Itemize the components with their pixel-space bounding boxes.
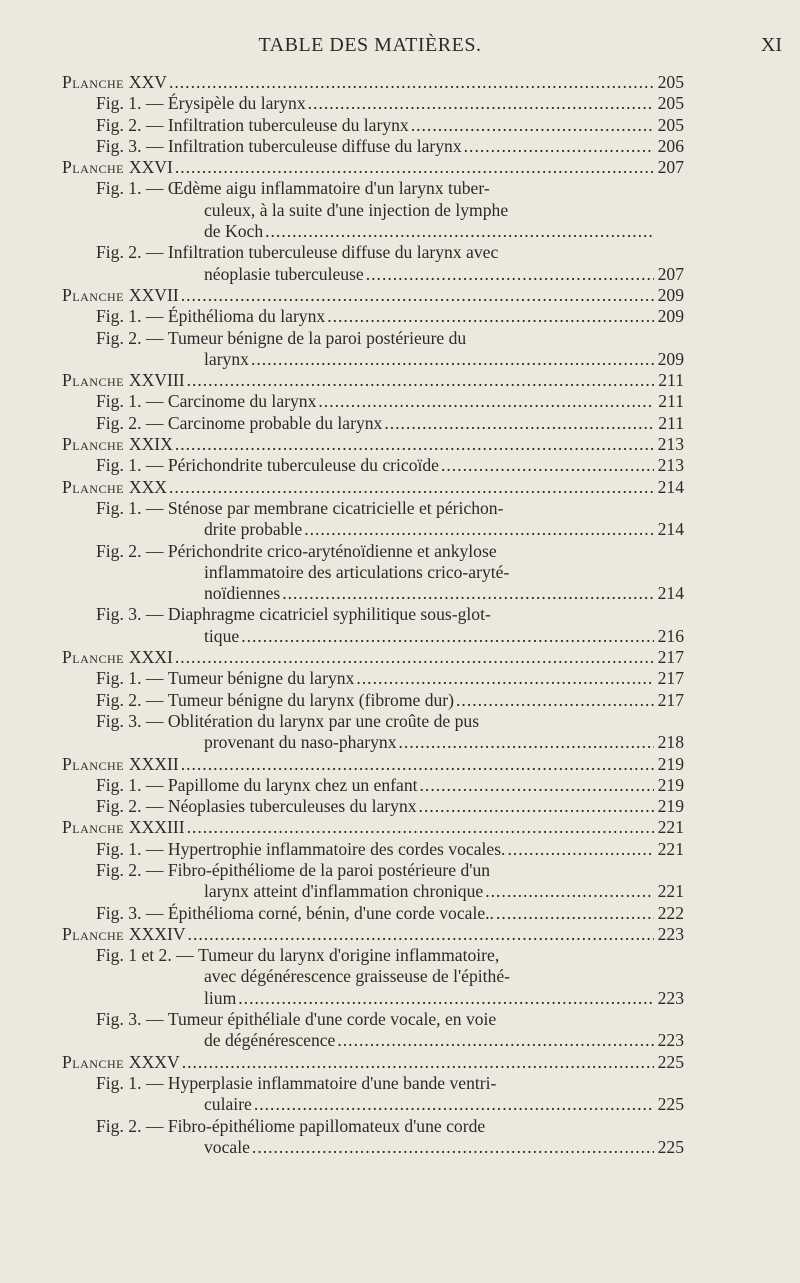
- figure-label: Fig. 1. —: [96, 178, 168, 199]
- dot-leader: [411, 115, 654, 136]
- entry-text: Tumeur bénigne de la paroi postérieure du: [167, 327, 467, 348]
- page-header: [0, 34, 800, 62]
- entry-page-number: 217: [657, 668, 684, 689]
- toc-figure-entry: [62, 903, 684, 924]
- entry-page-number: 211: [658, 391, 684, 412]
- entry-text: Tumeur du larynx d'origine inflammatoire,: [198, 945, 500, 966]
- entry-text: Hyperplasie inflammatoire d'une bande ventri-: [167, 1072, 497, 1093]
- toc-continuation-line: [62, 626, 684, 647]
- toc-planche-entry: [62, 817, 684, 838]
- entry-text: lium: [204, 987, 237, 1008]
- entry-text: drite probable: [204, 519, 303, 540]
- entry-page-number: 218: [657, 732, 684, 753]
- entry-page-number: 217: [657, 689, 684, 710]
- toc-continuation-line: [62, 732, 684, 753]
- entry-text: culeux, à la suite d'une injection de lymphe: [204, 199, 509, 220]
- toc-figure-entry: [62, 1009, 684, 1030]
- entry-page-number: 205: [657, 114, 684, 135]
- entry-text: XXV: [128, 72, 167, 92]
- figure-label: Fig. 1. —: [96, 455, 168, 476]
- toc-continuation-line: [62, 988, 684, 1009]
- toc-figure-entry: [62, 328, 684, 349]
- dot-leader: [238, 988, 654, 1009]
- dot-leader: [327, 306, 654, 327]
- toc-continuation-line: [62, 200, 684, 221]
- entry-text: Érysipèle du larynx: [167, 93, 306, 114]
- entry-text: Épithélioma du larynx: [167, 306, 326, 327]
- planche-label: Planche: [62, 370, 129, 391]
- entry-page-number: 223: [657, 923, 684, 944]
- entry-text: XXX: [128, 476, 167, 497]
- figure-label: Fig. 3. —: [96, 604, 168, 625]
- planche-label: Planche: [62, 72, 129, 92]
- toc-figure-entry: [62, 775, 684, 796]
- entry-text: Hypertrophie inflammatoire des cordes vocales.: [167, 838, 506, 859]
- figure-label: Fig. 3. —: [96, 902, 168, 923]
- entry-page-number: 223: [657, 1030, 684, 1051]
- dot-leader: [251, 349, 654, 370]
- figure-label: Fig. 1. —: [96, 1072, 168, 1093]
- entry-page-number: 213: [657, 455, 684, 476]
- dot-leader: [254, 1094, 654, 1115]
- planche-label: Planche: [62, 1051, 129, 1072]
- entry-text: Carcinome du larynx: [167, 391, 317, 412]
- entry-text: Périchondrite crico-aryténoïdienne et ankylose: [167, 540, 497, 561]
- dot-leader: [175, 434, 654, 455]
- figure-label: Fig. 2. —: [96, 412, 168, 433]
- dot-leader: [187, 817, 654, 838]
- entry-text: noïdiennes: [204, 583, 281, 604]
- dot-leader: [441, 455, 654, 476]
- toc-continuation-line: [62, 264, 684, 285]
- figure-label: Fig. 3. —: [96, 710, 168, 731]
- entry-text: XXXIV: [128, 923, 186, 944]
- entry-page-number: 207: [657, 263, 684, 284]
- toc-figure-entry: [62, 306, 684, 327]
- entry-text: Périchondrite tuberculeuse du cricoïde: [167, 455, 439, 476]
- entry-text: Tumeur épithéliale d'une corde vocale, en voie: [167, 1009, 497, 1030]
- toc-planche-entry: [62, 754, 684, 775]
- entry-page-number: 223: [657, 987, 684, 1008]
- dot-leader: [175, 157, 654, 178]
- figure-label: Fig. 2. —: [96, 114, 168, 135]
- entry-page-number: 221: [657, 838, 684, 859]
- toc-figure-entry: [62, 1116, 684, 1137]
- figure-label: Fig. 1 et 2. —: [96, 945, 199, 966]
- entry-page-number: 219: [657, 774, 684, 795]
- entry-page-number: 217: [657, 647, 684, 668]
- toc-continuation-line: [62, 1137, 684, 1158]
- entry-text: larynx: [204, 348, 249, 369]
- entry-text: XXXV: [128, 1051, 180, 1072]
- entry-page-number: 209: [657, 348, 684, 369]
- figure-label: Fig. 3. —: [96, 135, 168, 156]
- entry-text: de Koch: [204, 221, 264, 242]
- figure-label: Fig. 2. —: [96, 242, 168, 263]
- toc-planche-entry: [62, 72, 684, 93]
- entry-page-number: 214: [657, 476, 684, 497]
- entry-text: tique: [204, 625, 240, 646]
- entry-page-number: 206: [657, 135, 684, 156]
- toc-figure-entry: [62, 136, 684, 157]
- toc-continuation-line: [62, 562, 684, 583]
- entry-text: XXVI: [128, 157, 173, 178]
- entry-text: Infiltration tuberculeuse du larynx: [167, 114, 409, 135]
- toc-planche-entry: [62, 157, 684, 178]
- dot-leader: [318, 391, 654, 412]
- toc-continuation-line: [62, 221, 684, 242]
- toc-planche-entry: [62, 434, 684, 455]
- entry-text: XXXI: [128, 647, 173, 668]
- dot-leader: [252, 1137, 654, 1158]
- dot-leader: [308, 93, 654, 114]
- entry-page-number: 209: [657, 306, 684, 327]
- dot-leader: [282, 583, 654, 604]
- toc-continuation-line: [62, 881, 684, 902]
- figure-label: Fig. 2. —: [96, 689, 168, 710]
- entry-text: XXXIII: [128, 817, 185, 838]
- dot-leader: [169, 477, 654, 498]
- figure-label: Fig. 2. —: [96, 1115, 168, 1136]
- toc-continuation-line: [62, 583, 684, 604]
- toc-figure-entry: [62, 945, 684, 966]
- figure-label: Fig. 1. —: [96, 497, 168, 518]
- dot-leader: [337, 1030, 654, 1051]
- planche-label: Planche: [62, 434, 129, 455]
- entry-page-number: 222: [657, 902, 684, 923]
- entry-text: avec dégénérescence graisseuse de l'épithé-: [204, 966, 511, 987]
- dot-leader: [366, 264, 654, 285]
- toc-figure-entry: [62, 93, 684, 114]
- dot-leader: [241, 626, 654, 647]
- toc-figure-entry: [62, 839, 684, 860]
- dot-leader: [175, 647, 654, 668]
- entry-text: néoplasie tuberculeuse: [204, 263, 364, 284]
- entry-text: Infiltration tuberculeuse diffuse du larynx: [167, 135, 462, 156]
- entry-text: Infiltration tuberculeuse diffuse du larynx avec: [167, 242, 499, 263]
- figure-label: Fig. 2. —: [96, 540, 168, 561]
- entry-text: Tumeur bénigne du larynx: [167, 668, 355, 689]
- entry-text: vocale: [204, 1136, 250, 1157]
- toc-figure-entry: [62, 115, 684, 136]
- dot-leader: [169, 72, 654, 93]
- entry-text: Sténose par membrane cicatricielle et périchon-: [167, 497, 504, 518]
- toc-continuation-line: [62, 519, 684, 540]
- entry-page-number: 221: [657, 817, 684, 838]
- entry-text: Épithélioma corné, bénin, d'une corde vocale..: [167, 902, 494, 923]
- dot-leader: [356, 668, 654, 689]
- dot-leader: [181, 754, 654, 775]
- entry-page-number: 219: [657, 796, 684, 817]
- figure-label: Fig. 2. —: [96, 327, 168, 348]
- toc-figure-entry: [62, 711, 684, 732]
- toc-figure-entry: [62, 178, 684, 199]
- entry-text: XXIX: [128, 434, 173, 455]
- toc-figure-entry: [62, 391, 684, 412]
- entry-page-number: 214: [657, 583, 684, 604]
- toc-planche-entry: [62, 924, 684, 945]
- dot-leader: [399, 732, 654, 753]
- entry-page-number: 225: [657, 1136, 684, 1157]
- figure-label: Fig. 2. —: [96, 859, 168, 880]
- entry-text: XXVII: [128, 284, 179, 305]
- toc-figure-entry: [62, 455, 684, 476]
- toc-figure-entry: [62, 413, 684, 434]
- toc-continuation-line: [62, 1094, 684, 1115]
- toc-continuation-line: [62, 966, 684, 987]
- toc-continuation-line: [62, 349, 684, 370]
- dot-leader: [304, 519, 654, 540]
- dot-leader: [187, 370, 654, 391]
- planche-label: Planche: [62, 157, 129, 178]
- dot-leader: [265, 221, 654, 242]
- dot-leader: [496, 903, 654, 924]
- figure-label: Fig. 3. —: [96, 1009, 168, 1030]
- running-title: TABLE DES MATIÈRES.: [258, 34, 482, 56]
- dot-leader: [464, 136, 654, 157]
- toc-planche-entry: [62, 1052, 684, 1073]
- dot-leader: [188, 924, 654, 945]
- entry-page-number: 225: [657, 1094, 684, 1115]
- toc-figure-entry: [62, 796, 684, 817]
- entry-page-number: 209: [657, 284, 684, 305]
- toc-planche-entry: [62, 285, 684, 306]
- figure-label: Fig. 1. —: [96, 838, 168, 859]
- entry-text: Œdème aigu inflammatoire d'un larynx tuber-: [167, 178, 490, 199]
- planche-label: Planche: [62, 753, 129, 774]
- figure-label: Fig. 2. —: [96, 796, 168, 817]
- entry-page-number: 207: [657, 157, 684, 178]
- entry-text: Fibro-épithéliome papillomateux d'une corde: [167, 1115, 486, 1136]
- entry-text: Fibro-épithéliome de la paroi postérieure d'un: [167, 859, 491, 880]
- entry-text: Tumeur bénigne du larynx (fibrome dur): [167, 689, 455, 710]
- entry-text: Carcinome probable du larynx: [167, 412, 383, 433]
- toc-figure-entry: [62, 498, 684, 519]
- entry-page-number: 225: [657, 1051, 684, 1072]
- dot-leader: [485, 881, 654, 902]
- planche-label: Planche: [62, 284, 129, 305]
- toc-figure-entry: [62, 1073, 684, 1094]
- figure-label: Fig. 1. —: [96, 391, 168, 412]
- entry-text: Papillome du larynx chez un enfant: [167, 774, 418, 795]
- dot-leader: [182, 1052, 654, 1073]
- entry-page-number: 205: [657, 93, 684, 114]
- toc-figure-entry: [62, 242, 684, 263]
- entry-text: inflammatoire des articulations crico-aryté-: [204, 561, 510, 582]
- toc-continuation-line: [62, 1030, 684, 1051]
- planche-label: Planche: [62, 817, 129, 838]
- entry-text: provenant du naso-pharynx: [204, 732, 397, 753]
- entry-text: Oblitération du larynx par une croûte de pus: [167, 710, 480, 731]
- toc-planche-entry: [62, 370, 684, 391]
- toc-planche-entry: [62, 477, 684, 498]
- dot-leader: [181, 285, 654, 306]
- entry-page-number: 214: [657, 519, 684, 540]
- entry-page-number: 211: [658, 370, 684, 391]
- dot-leader: [419, 796, 654, 817]
- page-number: XI: [760, 34, 782, 56]
- entry-text: XXXII: [128, 753, 179, 774]
- planche-label: Planche: [62, 923, 129, 944]
- toc-planche-entry: [62, 647, 684, 668]
- toc-figure-entry: [62, 668, 684, 689]
- dot-leader: [507, 839, 654, 860]
- entry-page-number: 213: [657, 434, 684, 455]
- entry-page-number: 205: [657, 72, 684, 92]
- dot-leader: [420, 775, 654, 796]
- planche-label: Planche: [62, 647, 129, 668]
- entry-text: XXVIII: [128, 370, 185, 391]
- toc-figure-entry: [62, 860, 684, 881]
- entry-text: larynx atteint d'inflammation chronique: [204, 881, 484, 902]
- figure-label: Fig. 1. —: [96, 93, 168, 114]
- planche-label: Planche: [62, 476, 129, 497]
- entry-page-number: 221: [657, 881, 684, 902]
- entry-page-number: 219: [657, 753, 684, 774]
- toc-figure-entry: [62, 690, 684, 711]
- entry-page-number: 211: [658, 412, 684, 433]
- dot-leader: [384, 413, 654, 434]
- entry-text: Diaphragme cicatriciel syphilitique sous-glot-: [167, 604, 491, 625]
- toc-figure-entry: [62, 541, 684, 562]
- figure-label: Fig. 1. —: [96, 306, 168, 327]
- toc-figure-entry: [62, 604, 684, 625]
- figure-label: Fig. 1. —: [96, 668, 168, 689]
- figure-label: Fig. 1. —: [96, 774, 168, 795]
- entry-text: Néoplasies tuberculeuses du larynx: [167, 796, 417, 817]
- dot-leader: [456, 690, 654, 711]
- entry-text: de dégénérescence: [204, 1030, 336, 1051]
- entry-page-number: 216: [657, 625, 684, 646]
- entry-text: culaire: [204, 1094, 252, 1115]
- table-of-contents: [62, 72, 684, 1158]
